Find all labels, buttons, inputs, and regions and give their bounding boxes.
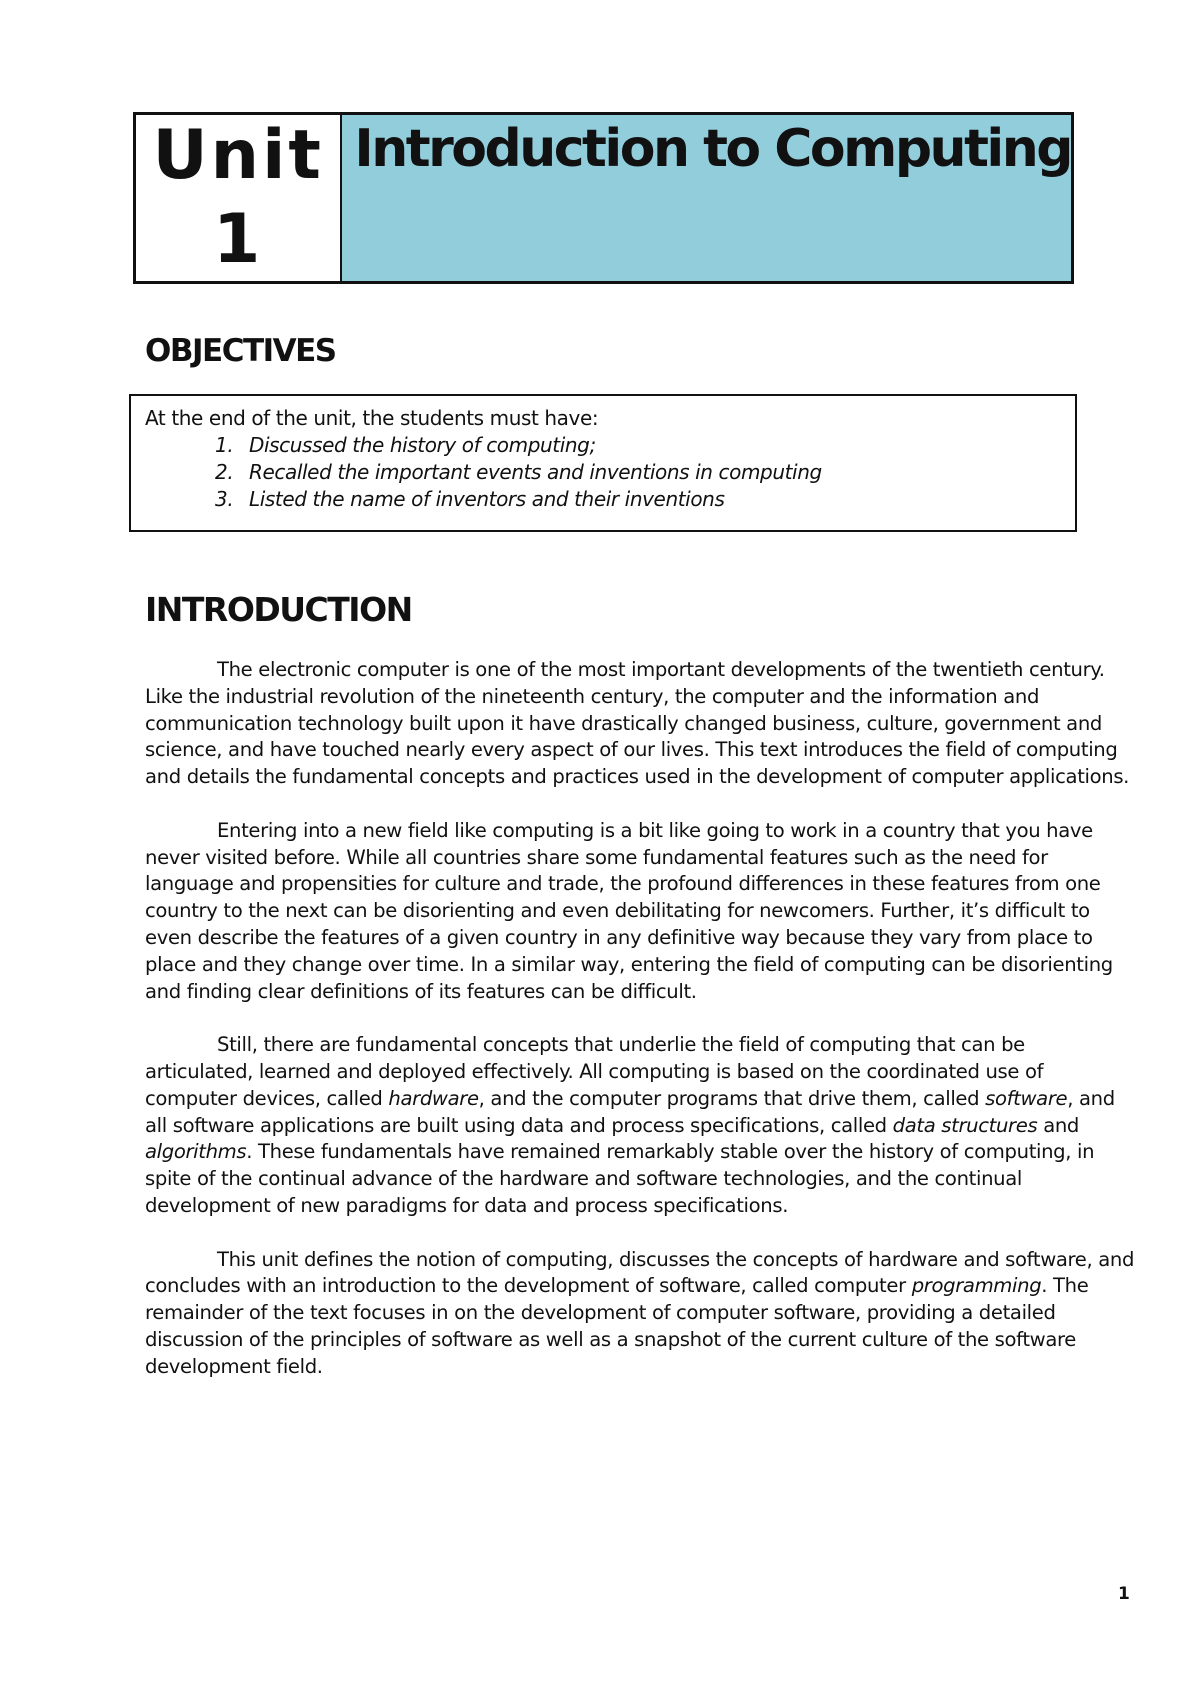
paragraph-4	[145, 1247, 1135, 1381]
unit-number: 1	[213, 200, 264, 279]
objectives-heading: OBJECTIVES	[145, 333, 336, 369]
paragraph-3	[145, 1032, 1135, 1220]
unit-title: Introduction to Computing	[354, 119, 1071, 179]
objective-number: 3.	[215, 487, 234, 511]
objectives-box	[129, 394, 1077, 532]
text-run: , and all software applications are built using data and process specifications, called	[145, 1086, 1115, 1137]
page-number: 1	[1118, 1584, 1130, 1604]
paragraph-2: Entering into a new field like computing is a bit like going to work in a country that you have never visited before. While all countries share some fundamental features such as the need for language and propensities for culture and trade, the profound differences in these features from one country to the next can be disorienting and even debilitating for newcomers. Further, it’s difficult to even describe the features of a given country in any definitive way because they vary from place to place and they change over time. In a similar way, entering the field of computing can be disorienting and finding clear definitions of its features can be difficult.	[145, 818, 1113, 1003]
term-data-structures: data structures	[892, 1113, 1038, 1137]
unit-title-cell	[342, 115, 1071, 281]
text-run: Still, there are fundamental concepts that underlie the field of computing that can be articulated, learned and deployed effectively. All computing is based on the coordinated use of computer devices, called	[145, 1033, 1044, 1110]
objective-text: Recalled the important events and inventions in computing	[249, 460, 822, 484]
objective-number: 1.	[215, 433, 234, 457]
term-software: software	[985, 1086, 1068, 1110]
term-programming: programming	[911, 1274, 1042, 1298]
objective-item	[215, 486, 1061, 513]
text-run: This unit defines the notion of computing, discusses the concepts of hardware and software, and concludes with an introduction to the development of software, called computer	[145, 1247, 1135, 1298]
unit-header-table	[133, 112, 1074, 284]
objective-item	[215, 432, 1061, 459]
introduction-heading: INTRODUCTION	[145, 590, 412, 629]
text-run: , and the computer programs that drive them, called	[478, 1086, 986, 1110]
term-algorithms: algorithms	[145, 1140, 247, 1164]
introduction-body	[145, 657, 1135, 1407]
unit-label-cell	[136, 115, 342, 281]
text-run: and	[1037, 1113, 1080, 1137]
objective-text: Listed the name of inventors and their inventions	[249, 487, 725, 511]
objectives-list	[145, 432, 1061, 513]
unit-word: Unit	[152, 116, 324, 195]
text-run: . The remainder of the text focuses in on the development of computer software, providing a detailed discussion of the principles of software as well as a snapshot of the current culture of the software development field.	[145, 1274, 1089, 1378]
objective-item	[215, 459, 1061, 486]
objectives-intro: At the end of the unit, the students must have:	[145, 406, 599, 430]
paragraph-1: The electronic computer is one of the most important developments of the twentieth century. Like the industrial revolution of the nineteenth century, the computer and the information and communication technology built upon it have drastically changed business, culture, government and science, and have touched nearly every aspect of our lives. This text introduces the field of computing and details the fundamental concepts and practices used in the development of computer applications.	[145, 658, 1130, 789]
objective-number: 2.	[215, 460, 234, 484]
term-hardware: hardware	[388, 1086, 479, 1110]
text-run: . These fundamentals have remained remarkably stable over the history of computing, in spite of the continual advance of the hardware and software technologies, and the continual development of new paradigms for data and process specifications.	[145, 1140, 1095, 1217]
objective-text: Discussed the history of computing;	[249, 433, 596, 457]
